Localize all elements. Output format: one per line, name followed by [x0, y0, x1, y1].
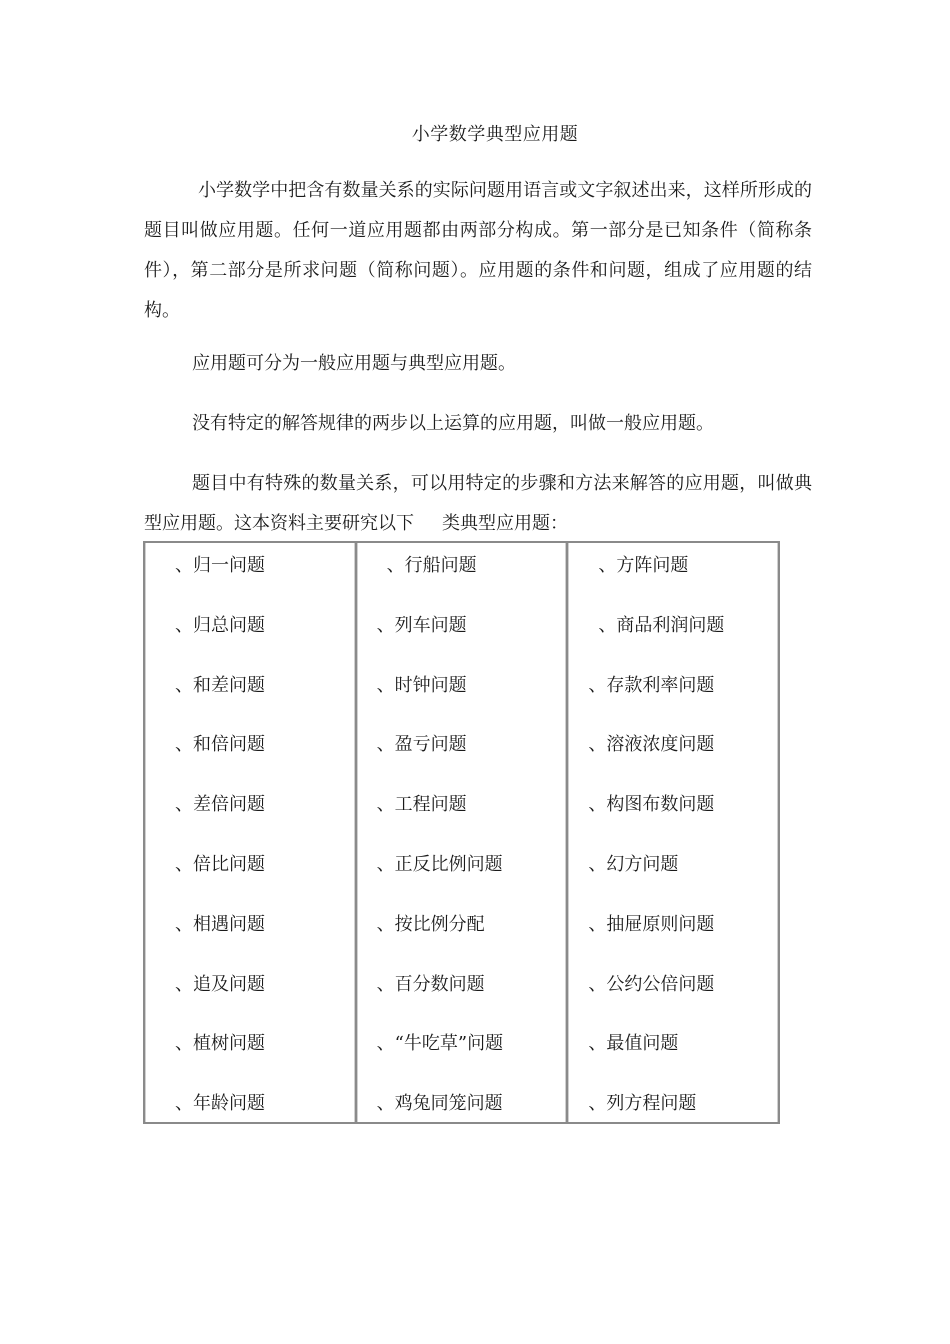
table-column-2	[357, 543, 569, 1122]
list-item: 、年龄问题	[175, 1093, 265, 1115]
list-item: 、差倍问题	[175, 794, 265, 816]
list-item: 、盈亏问题	[376, 734, 467, 756]
list-item: 、按比例分配	[376, 913, 485, 935]
list-item: 、公约公倍问题	[588, 973, 715, 995]
list-item: 、商品利润问题	[598, 614, 725, 636]
list-item: 、“牛吃草”问题	[376, 1033, 504, 1055]
list-item: 、鸡兔同笼问题	[376, 1093, 503, 1115]
list-item: 、列车问题	[376, 614, 467, 636]
list-item: 、归总问题	[175, 614, 265, 636]
list-item: 、幻方问题	[588, 854, 679, 875]
list-item: 、溶液浓度问题	[588, 734, 715, 756]
list-item: 、正反比例问题	[376, 854, 503, 875]
list-item: 、构图布数问题	[588, 794, 715, 816]
list-item: 、抽屉原则问题	[588, 913, 715, 935]
list-item: 、和差问题	[175, 674, 265, 696]
list-item: 、和倍问题	[175, 734, 265, 756]
table-column-1	[145, 543, 357, 1122]
list-item: 、工程问题	[376, 794, 467, 816]
list-item: 、存款利率问题	[588, 674, 715, 696]
list-item: 、行船问题	[386, 555, 477, 576]
list-item: 、方阵问题	[598, 555, 689, 576]
table-column-3	[568, 543, 778, 1122]
typical-definition-text: 题目中有特殊的数量关系，可以用特定的步骤和方法来解答的应用题，叫做典型应用题。这本资料主要研究以下	[144, 473, 812, 534]
general-definition-paragraph: 没有特定的解答规律的两步以上运算的应用题，叫做一般应用题。	[192, 413, 714, 434]
document-title: 小学数学典型应用题	[411, 124, 579, 145]
list-item: 、相遇问题	[175, 913, 265, 935]
problem-type-table	[143, 541, 780, 1124]
list-item: 、最值问题	[588, 1033, 679, 1055]
typical-definition-paragraph	[144, 464, 812, 544]
classification-paragraph: 应用题可分为一般应用题与典型应用题。	[192, 353, 516, 374]
list-item: 、植树问题	[175, 1033, 265, 1055]
intro-paragraph: 小学数学中把含有数量关系的实际问题用语言或文字叙述出来，这样所形成的题目叫做应用题。任何一道应用题都由两部分构成。第一部分是已知条件（简称条件），第二部分是所求问题（简称问题）。应用题的条件和问题，组成了应用题的结构。	[144, 180, 812, 321]
list-item: 、追及问题	[175, 973, 265, 995]
list-item: 、百分数问题	[376, 973, 485, 995]
list-item: 、时钟问题	[376, 674, 467, 696]
typical-definition-tail: 类典型应用题：	[442, 513, 568, 534]
list-item: 、归一问题	[175, 555, 265, 576]
list-item: 、列方程问题	[588, 1093, 697, 1115]
list-item: 、倍比问题	[175, 854, 265, 875]
